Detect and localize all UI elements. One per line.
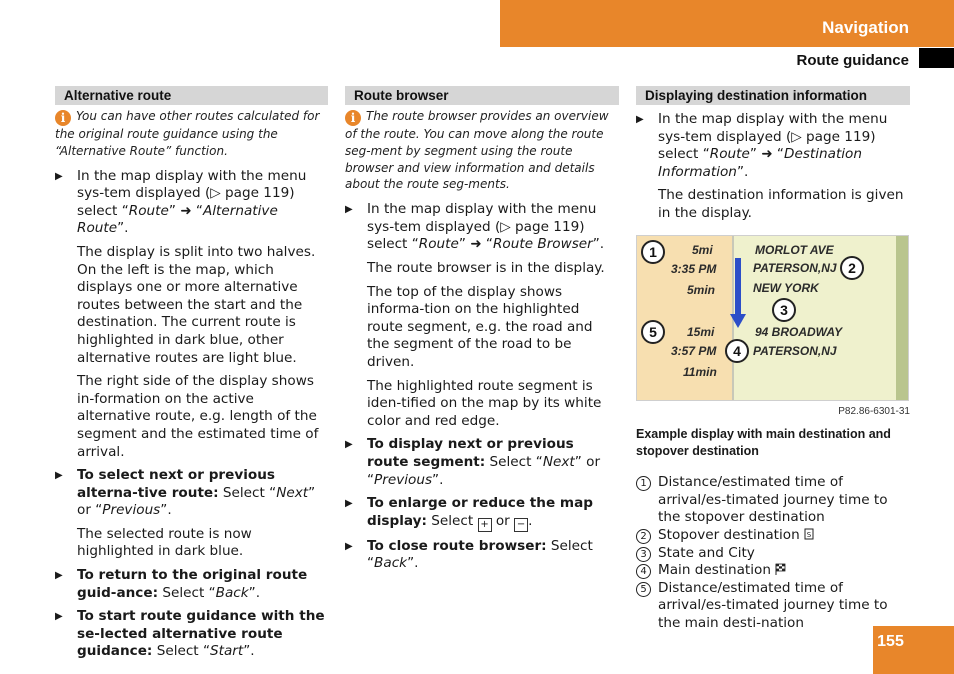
checkered-flag-icon [775, 563, 786, 575]
figure-map-strip [896, 236, 909, 401]
paragraph: The right side of the display shows in-formation on the active alternative route, e.g. length of the segment and the estimated time of arrival. [77, 373, 319, 460]
bullet-triangle-icon: ▶ [55, 470, 63, 482]
duration-2: 11min [683, 364, 717, 379]
step-item: ▶ In the map display with the menu sys-tem displayed (▷ page 119) select “Route” ➜ “Alternative Route”. [55, 167, 307, 237]
callout-4: 4 [725, 339, 749, 363]
arrow-icon: ➜ [470, 236, 482, 253]
bullet-triangle-icon: ▶ [345, 498, 353, 510]
bullet-triangle-icon: ▶ [345, 439, 353, 451]
route-progress-bar [735, 258, 741, 316]
legend-item: 4 Main destination [636, 562, 910, 580]
info-text: The route browser provides an overview of the route. You can move along the route seg-ment by segment using the route browser and view information and details about the route seg-ments. [345, 109, 609, 192]
section-subtitle: Route guidance [796, 52, 909, 69]
info-note [345, 108, 619, 193]
stopover-flag-icon [804, 528, 815, 540]
info-note [55, 108, 328, 160]
arrow-icon: ➜ [761, 146, 773, 163]
legend-item: 2 Stopover destination S [636, 527, 910, 545]
route-arrow-icon [730, 314, 746, 328]
paragraph: The destination information is given in the display. [658, 187, 904, 221]
paragraph: The top of the display shows informa-tion on the highlighted route segment, e.g. the road and the segment of the road to be driven. [367, 283, 593, 370]
bullet-triangle-icon: ▶ [55, 611, 63, 623]
callout-3: 3 [772, 298, 796, 322]
arrow-icon: ➜ [180, 202, 192, 219]
page-number-box [873, 626, 954, 674]
step-item: ▶ In the map display with the menu sys-tem displayed (▷ page 119) select “Route” ➜ “Destination Information”. [636, 111, 888, 180]
step-item: ▶ To select next or previous alterna-tive route: Select “Next” or “Previous”. [55, 467, 316, 519]
heading-destination-info: Displaying destination information [636, 86, 910, 105]
heading-alternative-route: Alternative route [55, 86, 328, 105]
bullet-triangle-icon: ▶ [345, 540, 353, 552]
paragraph: The selected route is now highlighted in dark blue. [77, 525, 252, 560]
step-item: ▶ In the map display with the menu sys-tem displayed (▷ page 119) select “Route” ➜ “Route Browser”. [345, 201, 605, 253]
legend-list [636, 474, 910, 632]
svg-text:S: S [806, 530, 812, 539]
zoom-in-icon: + [478, 518, 492, 532]
info-icon: i [55, 110, 71, 126]
callout-2: 2 [840, 256, 864, 280]
column-route-browser [345, 86, 619, 579]
paragraph: The highlighted route segment is iden-tified on the map by its white color and red edge. [367, 377, 602, 429]
column-alternative-route [55, 86, 328, 667]
step-item: ▶ To display next or previous route segment: Select “Next” or “Previous”. [345, 436, 601, 488]
bullet-triangle-icon: ▶ [55, 570, 63, 582]
paragraph: The route browser is in the display. [367, 259, 605, 276]
paragraph: The display is split into two halves. On the left is the map, which displays one or more alternative routes between the start and the destination. The current route is highlighted in dark blue, other alternative routes are light blue. [77, 243, 316, 366]
bullet-triangle-icon: ▶ [55, 170, 63, 182]
heading-route-browser: Route browser [345, 86, 619, 105]
main-city: PATERSON,NJ [753, 343, 837, 358]
figure-caption: Example display with main destination and stopover destination [636, 427, 891, 459]
menu-alternative-route: Alternative Route [77, 202, 278, 237]
legend-item: 5 Distance/estimated time of arrival/es-timated journey time to the main desti-nation [636, 580, 910, 633]
stopover-city: PATERSON,NJ [753, 260, 837, 275]
callout-1: 1 [641, 240, 665, 264]
section-title: Navigation [822, 18, 909, 37]
info-icon: i [345, 110, 361, 126]
legend-item: 3 State and City [636, 545, 910, 563]
arrival-1: 3:35 PM [671, 261, 717, 276]
bullet-triangle-icon: ▶ [636, 114, 644, 125]
stopover-state: NEW YORK [753, 280, 819, 295]
example-display-figure [636, 235, 909, 401]
page-number: 155 [877, 633, 904, 650]
header-marker [919, 48, 954, 68]
callout-5: 5 [641, 320, 665, 344]
stopover-street: MORLOT AVE [755, 242, 834, 257]
legend-item: 1 Distance/estimated time of arrival/es-timated journey time to the stopover destination [636, 474, 910, 527]
step-item: ▶ To start route guidance with the se-lected alternative route guidance: Select “Start”. [55, 608, 325, 660]
figure-code: P82.86-6301-31 [838, 405, 910, 417]
menu-route: Route [128, 202, 169, 219]
step-item: ▶ To enlarge or reduce the map display: Select + or − . [345, 495, 593, 530]
main-street: 94 BROADWAY [755, 324, 843, 339]
duration-1: 5min [687, 282, 716, 297]
column-destination-info [636, 86, 910, 633]
step-item: ▶ To return to the original route guid-ance: Select “Back”. [55, 567, 308, 601]
zoom-out-icon: − [514, 518, 528, 532]
step-item: ▶ To close route browser: Select “Back”. [345, 537, 593, 572]
distance-1: 5mi [692, 242, 713, 257]
bullet-triangle-icon: ▶ [345, 204, 353, 216]
distance-2: 15mi [687, 324, 715, 339]
arrival-2: 3:57 PM [671, 343, 717, 358]
info-text: You can have other routes calculated for the original route guidance using the “Alternative Route” function. [55, 109, 320, 158]
